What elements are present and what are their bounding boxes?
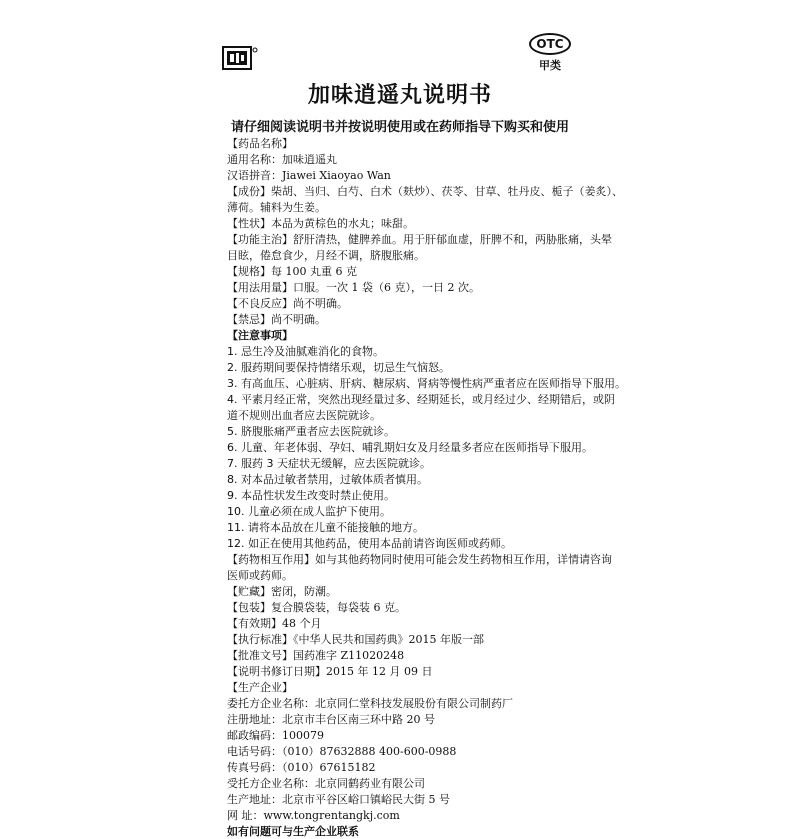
section-heading-manufacturer: 【生产企业】	[227, 681, 293, 694]
client-company-line: 委托方企业名称：北京同仁堂科技发展股份有限公司制药厂	[227, 697, 513, 710]
precaution-item: 1. 忌生冷及油腻难消化的食物。	[227, 345, 384, 358]
interactions-line-cont: 医师或药师。	[227, 569, 293, 582]
fax-line: 传真号码：（010）67615182	[227, 761, 376, 774]
dosage-line: 【用法用量】口服。一次 1 袋（6 克），一日 2 次。	[227, 281, 480, 294]
precaution-item: 8. 对本品过敏者禁用，过敏体质者慎用。	[227, 473, 428, 486]
standard-line: 【执行标准】《中华人民共和国药典》2015 年版一部	[227, 633, 484, 646]
website-line: 网 址：www.tongrentangkj.com	[227, 809, 400, 822]
common-name-line: 通用名称：加味逍遥丸	[227, 153, 337, 166]
approval-number-line: 【批准文号】国药准字 Z11020248	[227, 649, 405, 662]
document-subtitle: 请仔细阅读说明书并按说明使用或在药师指导下购买和使用	[230, 120, 569, 135]
otc-mark	[528, 33, 572, 71]
ingredients-line: 【成份】柴胡、当归、白芍、白术（麸炒）、茯苓、甘草、牡丹皮、栀子（姜炙）、	[227, 185, 623, 198]
postal-code-line: 邮政编码：100079	[227, 729, 324, 742]
registered-address-line: 注册地址：北京市丰台区南三环中路 20 号	[227, 713, 435, 726]
precaution-item-cont: 道不规则出血者应去医院就诊。	[227, 409, 381, 422]
storage-line: 【贮藏】密闭，防潮。	[227, 585, 337, 598]
precaution-item: 2. 服药期间要保持情绪乐观，切忌生气恼怒。	[227, 361, 450, 374]
indications-line: 【功能主治】舒肝清热，健脾养血。用于肝郁血虚，肝脾不和，两胁胀痛，头晕	[227, 233, 612, 246]
otc-badge: OTC	[529, 33, 571, 55]
section-heading-precautions: 【注意事项】	[227, 329, 293, 342]
precaution-item: 4. 平素月经正常，突然出现经量过多、经期延长，或月经过少、经期错后，或阴	[227, 393, 615, 406]
contractor-company-line: 受托方企业名称：北京同鹤药业有限公司	[227, 777, 425, 790]
pinyin-line: 汉语拼音：Jiawei Xiaoyao Wan	[227, 169, 391, 182]
precaution-item: 7. 服药 3 天症状无缓解，应去医院就诊。	[227, 457, 431, 470]
specification-line: 【规格】每 100 丸重 6 克	[227, 265, 357, 278]
precaution-item: 3. 有高血压、心脏病、肝病、糖尿病、肾病等慢性病严重者应在医师指导下服用。	[227, 377, 626, 390]
contraindications-line: 【禁忌】尚不明确。	[227, 313, 326, 326]
precaution-item: 11. 请将本品放在儿童不能接触的地方。	[227, 521, 424, 534]
appearance-line: 【性状】本品为黄棕色的水丸；味甜。	[227, 217, 414, 230]
interactions-line: 【药物相互作用】如与其他药物同时使用可能会发生药物相互作用，详情请咨询	[227, 553, 612, 566]
revision-date-line: 【说明书修订日期】2015 年 12 月 09 日	[227, 665, 433, 678]
adverse-reactions-line: 【不良反应】尚不明确。	[227, 297, 348, 310]
phone-line: 电话号码：（010）87632888 400-600-0988	[227, 745, 457, 758]
production-address-line: 生产地址：北京市平谷区峪口镇峪民大街 5 号	[227, 793, 450, 806]
section-heading-name: 【药品名称】	[227, 137, 293, 150]
brand-seal-icon	[222, 46, 258, 70]
shelf-life-line: 【有效期】48 个月	[227, 617, 322, 630]
ingredients-line-cont: 薄荷。辅料为生姜。	[227, 201, 326, 214]
brand-seal-graphic	[222, 46, 258, 70]
contact-note-line: 如有问题可与生产企业联系	[227, 825, 359, 838]
indications-line-cont: 目眩，倦怠食少，月经不调，脐腹胀痛。	[227, 249, 425, 262]
document-title: 加味逍遥丸说明书	[307, 83, 492, 108]
precaution-item: 10. 儿童必须在成人监护下使用。	[227, 505, 391, 518]
precaution-item: 5. 脐腹胀痛严重者应去医院就诊。	[227, 425, 395, 438]
precaution-item: 12. 如正在使用其他药品，使用本品前请咨询医师或药师。	[227, 537, 512, 550]
precaution-item: 6. 儿童、年老体弱、孕妇、哺乳期妇女及月经量多者应在医师指导下服用。	[227, 441, 593, 454]
otc-class-label: 甲类	[539, 59, 561, 72]
package-line: 【包装】复合膜袋装，每袋装 6 克。	[227, 601, 406, 614]
precaution-item: 9. 本品性状发生改变时禁止使用。	[227, 489, 395, 502]
